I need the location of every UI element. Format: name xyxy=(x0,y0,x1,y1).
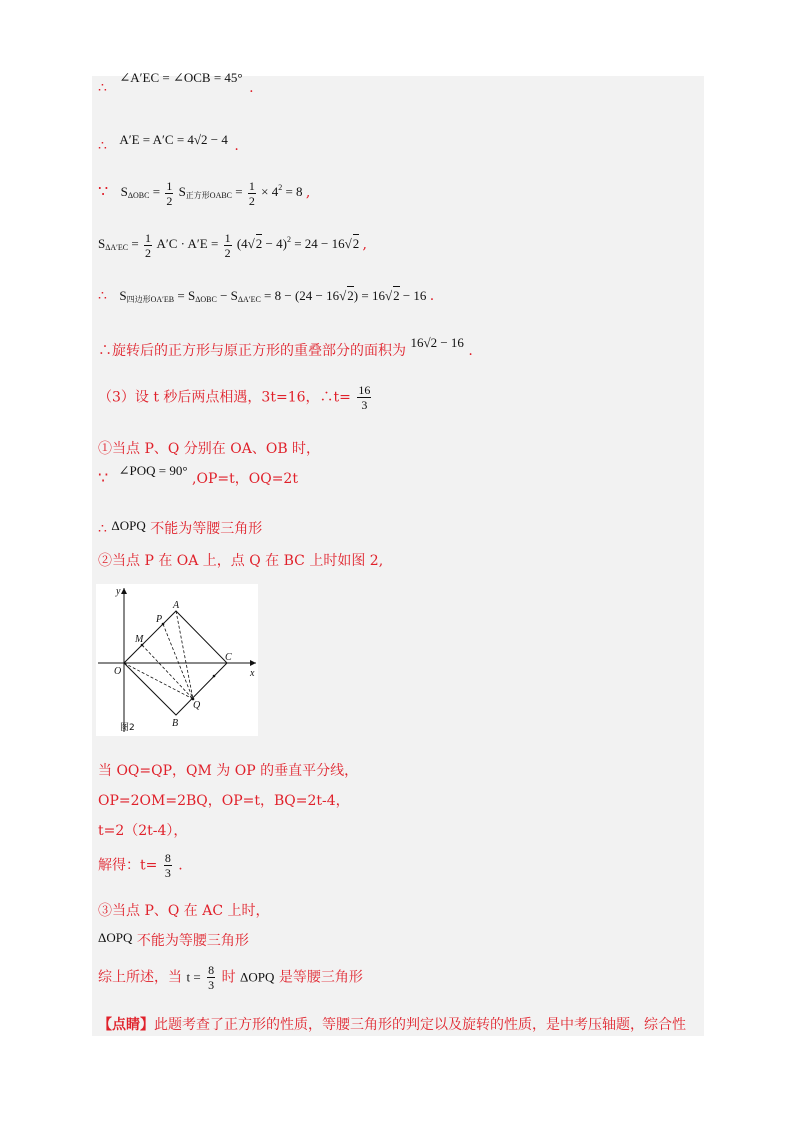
comma: , xyxy=(362,236,367,253)
case1-lengths: ,OP=t，OQ=2t xyxy=(192,471,298,487)
dashed-pq xyxy=(163,624,193,699)
equals: = xyxy=(177,288,185,303)
line-lengths xyxy=(98,132,239,154)
label-q: Q xyxy=(193,700,201,711)
subscript: ΔOBC xyxy=(127,191,150,201)
y-axis-arrow xyxy=(121,588,127,594)
summary-text-2: 时 xyxy=(221,969,236,986)
label-m: M xyxy=(135,634,144,645)
numerator: 1 xyxy=(144,231,151,245)
label-x: x xyxy=(250,668,255,679)
therefore-symbol: ∴ xyxy=(98,138,107,154)
equals: = xyxy=(152,184,161,200)
result: = 8 xyxy=(285,184,303,200)
comment-tag: 【点睛】 xyxy=(98,1017,154,1033)
radicand: 2 xyxy=(352,236,360,252)
area-symbol: S xyxy=(187,288,196,303)
line-case2-equation: t=2（2t-4）， xyxy=(98,823,188,839)
term: (4 xyxy=(236,236,248,252)
dashed-mq xyxy=(142,645,193,699)
fraction-8-3 xyxy=(164,852,172,879)
radicand: 2 xyxy=(393,288,400,303)
subscript: 四边形OA′EB xyxy=(126,295,175,304)
numerator: 8 xyxy=(164,851,171,865)
comma: , xyxy=(305,184,311,201)
line-case1: ①当点 P、Q 分别在 OA、OB 时， xyxy=(98,441,321,457)
line-area-aec xyxy=(98,232,367,259)
line-comment xyxy=(98,1014,686,1034)
period: . xyxy=(234,138,239,154)
angle-poq: ∠POQ = 90° xyxy=(118,463,188,478)
therefore-symbol: ∴ xyxy=(98,288,107,304)
area-obc-equation xyxy=(120,179,306,208)
numerator: 16 xyxy=(358,383,371,397)
dashed-oq xyxy=(124,663,193,699)
triangle-opq: ΔOPQ xyxy=(240,969,275,985)
figure-2 xyxy=(96,584,258,736)
triangle-opq: ΔOPQ xyxy=(111,518,146,533)
label-a: A xyxy=(173,600,180,611)
line-angle xyxy=(98,70,254,96)
case3-conclusion-text: 不能为等腰三角形 xyxy=(136,933,249,949)
label-b: B xyxy=(172,718,179,729)
area-symbol: S xyxy=(119,288,127,303)
radicand: 2 xyxy=(347,288,354,303)
subscript: ΔA′EC xyxy=(237,295,261,304)
overlap-value: 16√2 − 16 xyxy=(410,335,464,350)
line-part3 xyxy=(98,384,373,411)
summary-text-1: 综上所述，当 xyxy=(98,969,182,986)
t-equals: t = xyxy=(186,969,201,985)
line-case1-angle xyxy=(98,463,298,488)
exponent: 2 xyxy=(278,183,283,193)
because-symbol: ∵ xyxy=(98,181,109,201)
denominator: 2 xyxy=(144,246,151,260)
fraction-8-3 xyxy=(207,964,215,991)
equals: = xyxy=(235,184,243,200)
product: A′C · A′E = xyxy=(156,236,219,252)
part3-text: （3）设 t 秒后两点相遇，3t=16，∴t= xyxy=(98,389,351,406)
line-overlap-conclusion xyxy=(98,335,473,360)
area-overlap-equation: $S_{四边形OA'EB} = S_{\Delta OBC} - S_{\Delta A'EC} = 8 - (24 - 16√2) = 16√2 - 16$ xyxy=(119,288,427,304)
denominator: 3 xyxy=(361,398,368,412)
length-equation: A′E = A′C = 4√2 − 4 xyxy=(119,132,228,147)
summary-text-3: 是等腰三角形 xyxy=(278,969,363,986)
area-symbol: S xyxy=(230,288,238,303)
radicand: 2 xyxy=(255,236,263,252)
minus: − xyxy=(220,288,228,303)
numerator: 8 xyxy=(208,963,215,977)
label-y: y xyxy=(116,586,121,597)
term: × 4 xyxy=(261,184,279,200)
label-o: O xyxy=(114,666,122,677)
numerator: 1 xyxy=(224,231,231,245)
because-symbol: ∵ xyxy=(98,468,109,487)
line-case2-solution xyxy=(98,852,183,879)
period: . xyxy=(429,288,435,304)
subscript: ΔOBC xyxy=(195,295,217,304)
fraction-half xyxy=(165,180,173,207)
area-symbol: S xyxy=(120,184,128,200)
line-case2-relations: OP=2OM=2BQ，OP=t，BQ=2t-4， xyxy=(98,793,350,809)
fraction-half xyxy=(144,232,152,259)
line-case3: ③当点 P、Q 在 AC 上时， xyxy=(98,903,270,919)
exponent: 2 xyxy=(286,235,291,245)
equals: = xyxy=(131,236,139,252)
x-axis-arrow xyxy=(250,660,256,666)
term: − 16 xyxy=(399,288,427,303)
angle-equation: ∠A′EC = ∠OCB = 45° xyxy=(119,70,243,85)
solution-text: 解得：t= xyxy=(98,857,158,874)
equals: = xyxy=(264,288,272,303)
result: = 24 − 16 xyxy=(294,236,345,252)
point-on-bc xyxy=(213,675,216,678)
comment-text: 此题考查了正方形的性质，等腰三角形的判定以及旋转的性质，是中考压轴题，综合性 xyxy=(154,1017,686,1033)
period: . xyxy=(249,80,254,96)
numerator: 1 xyxy=(248,179,255,193)
label-p: P xyxy=(156,614,163,625)
numerator: 1 xyxy=(166,179,173,193)
fraction-half xyxy=(248,180,256,207)
subscript: ΔA′EC xyxy=(105,243,129,253)
line-area-obc xyxy=(98,180,310,207)
overlap-text: ∴旋转后的正方形与原正方形的重叠部分的面积为 xyxy=(98,343,406,359)
area-aec-equation: $S_{\Delta A'EC}$ = $\frac{1}{2}$ A′C · A′E = $\frac{1}{2}$ $(4√2 - 4)^2 = 24 - 16√2$ xyxy=(98,231,360,260)
period: . xyxy=(468,343,473,359)
area-symbol: S xyxy=(178,184,186,200)
therefore-symbol: ∴ xyxy=(98,521,107,537)
term: 8 − (24 − 16 xyxy=(274,288,340,303)
line-case1-conclusion xyxy=(98,518,262,538)
subscript: 正方形OABC xyxy=(185,191,233,201)
line-case2-condition: 当 OQ=QP，QM 为 OP 的垂直平分线， xyxy=(98,763,359,779)
denominator: 2 xyxy=(248,194,255,208)
dashed-aq xyxy=(176,611,193,699)
denominator: 3 xyxy=(164,866,171,880)
label-c: C xyxy=(225,652,232,663)
term: − 4) xyxy=(262,236,287,252)
fraction-half xyxy=(224,232,232,259)
therefore-symbol: ∴ xyxy=(98,80,107,96)
line-case3-conclusion xyxy=(98,930,249,950)
triangle-opq: ΔOPQ xyxy=(98,930,133,945)
case1-conclusion-text: 不能为等腰三角形 xyxy=(150,521,263,537)
line-case2: ②当点 P 在 OA 上，点 Q 在 BC 上时如图 2, xyxy=(98,553,384,569)
term: ) = 16 xyxy=(353,288,385,303)
denominator: 2 xyxy=(166,194,173,208)
area-symbol: S xyxy=(98,236,106,252)
denominator: 3 xyxy=(208,978,215,992)
figure-caption: 图2 xyxy=(120,723,135,733)
figure-2-diagram xyxy=(96,584,258,736)
period: . xyxy=(178,857,183,874)
line-area-overlap xyxy=(98,288,434,305)
fraction-16-3 xyxy=(357,384,371,411)
denominator: 2 xyxy=(224,246,231,260)
line-summary xyxy=(98,964,363,991)
